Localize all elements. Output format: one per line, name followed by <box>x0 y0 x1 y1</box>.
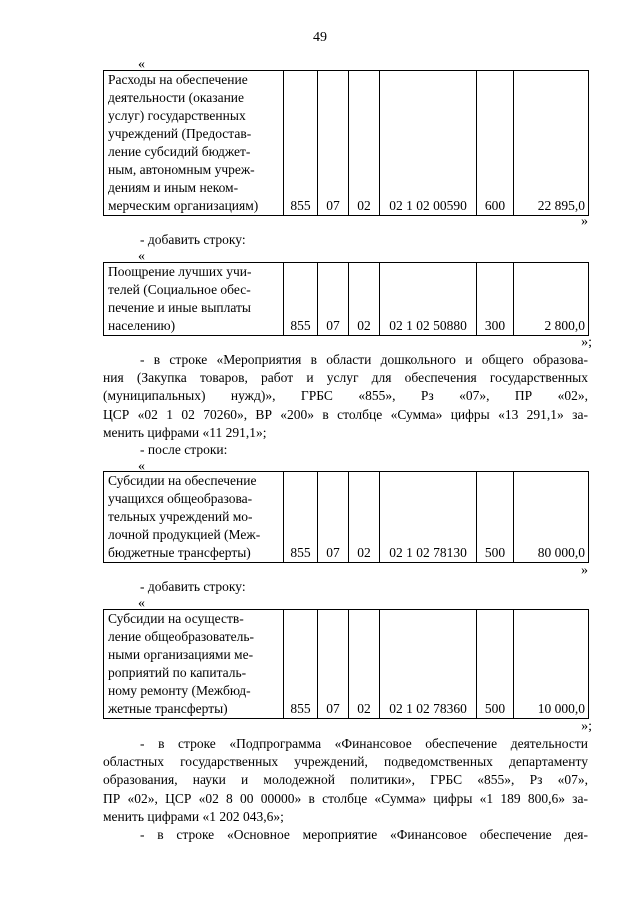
open-quote: « <box>138 459 145 474</box>
after-row-instruction: - после строки: <box>140 442 228 457</box>
csr-cell: 02 1 02 00590 <box>380 71 477 216</box>
add-row-instruction: - добавить строку: <box>140 232 246 247</box>
grbs-cell: 855 <box>284 71 318 216</box>
pr-cell: 02 <box>349 472 380 563</box>
paragraph-line: менить цифрами «11 291,1»; <box>103 424 267 440</box>
paragraph-line: - в строке «Подпрограмма «Финансовое обеспечение деятельности <box>140 736 588 751</box>
paragraph-line: ПР «02», ЦСР «02 8 00 00000» в столбце «Сумма» цифры «1 189 800,6» за- <box>103 790 588 806</box>
paragraph-line: - в строке «Основное мероприятие «Финансовое обеспечение дея- <box>140 827 588 842</box>
desc-line: ление субсидий бюджет- <box>108 144 251 159</box>
csr-cell: 02 1 02 50880 <box>380 263 477 336</box>
desc-line: Расходы на обеспечение <box>108 72 248 87</box>
close-quote: » <box>581 214 588 229</box>
desc-line: Субсидии на осуществ- <box>108 611 244 626</box>
open-quote: « <box>138 57 145 72</box>
desc-line: ление общеобразователь- <box>108 629 255 644</box>
paragraph-line: менить цифрами «1 202 043,6»; <box>103 808 284 824</box>
add-row-instruction: - добавить строку: <box>140 579 246 594</box>
row-description <box>104 263 284 336</box>
desc-line: учащихся общеобразова- <box>108 491 253 506</box>
pr-cell: 02 <box>349 610 380 719</box>
budget-table-3 <box>103 471 589 563</box>
vr-cell: 600 <box>477 71 514 216</box>
paragraph-line: образования, науки и молодежной политики», ГРБС «855», Рз «07», <box>103 772 588 788</box>
instruction-paragraph-2 <box>103 735 588 826</box>
pr-cell: 02 <box>349 263 380 336</box>
vr-cell: 500 <box>477 610 514 719</box>
pr-cell: 02 <box>349 71 380 216</box>
grbs-cell: 855 <box>284 472 318 563</box>
rz-cell: 07 <box>318 71 349 216</box>
paragraph-line: (муниципальных) нужд)», ГРБС «855», Рз «07», ПР «02», <box>103 388 588 404</box>
row-description <box>104 472 284 563</box>
desc-line: ным, автономным учреж- <box>108 162 255 177</box>
paragraph-line: - в строке «Мероприятия в области дошкольного и общего образова- <box>140 352 588 367</box>
rz-cell: 07 <box>318 472 349 563</box>
budget-table-2 <box>103 262 589 336</box>
grbs-cell: 855 <box>284 610 318 719</box>
desc-line: услуг) государственных <box>108 108 246 123</box>
close-quote-semicolon: »; <box>581 719 592 734</box>
desc-line: роприятий по капиталь- <box>108 665 247 680</box>
page-number: 49 <box>313 30 327 45</box>
desc-line: ному ремонту (Межбюд- <box>108 683 251 698</box>
sum-cell: 2 800,0 <box>514 263 589 336</box>
vr-cell: 500 <box>477 472 514 563</box>
grbs-cell: 855 <box>284 263 318 336</box>
desc-line: дениям и иным неком- <box>108 180 239 195</box>
open-quote: « <box>138 249 145 264</box>
desc-line: телей (Социальное обес- <box>108 282 251 297</box>
paragraph-line: ния (Закупка товаров, работ и услуг для обеспечения государственных <box>103 370 588 386</box>
csr-cell: 02 1 02 78360 <box>380 610 477 719</box>
vr-cell: 300 <box>477 263 514 336</box>
close-quote-semicolon: »; <box>581 335 592 350</box>
desc-line: Субсидии на обеспечение <box>108 473 257 488</box>
sum-cell: 22 895,0 <box>514 71 589 216</box>
desc-line: Поощрение лучших учи- <box>108 264 252 279</box>
row-description <box>104 610 284 719</box>
desc-line: деятельности (оказание <box>108 90 245 105</box>
desc-line: лочной продукцией (Меж- <box>108 527 261 542</box>
instruction-paragraph-1 <box>103 351 588 442</box>
rz-cell: 07 <box>318 263 349 336</box>
paragraph-line: ЦСР «02 1 02 70260», ВР «200» в столбце «Сумма» цифры «13 291,1» за- <box>103 406 588 422</box>
desc-line: бюджетные трансферты) <box>108 545 251 560</box>
instruction-paragraph-3 <box>103 826 588 844</box>
sum-cell: 10 000,0 <box>514 610 589 719</box>
budget-table-1 <box>103 70 589 216</box>
open-quote: « <box>138 596 145 611</box>
desc-line: жетные трансферты) <box>108 701 228 716</box>
desc-line: ными организациями ме- <box>108 647 254 662</box>
desc-line: мерческим организациям) <box>108 198 259 213</box>
budget-table-4 <box>103 609 589 719</box>
row-description <box>104 71 284 216</box>
sum-cell: 80 000,0 <box>514 472 589 563</box>
desc-line: учреждений (Предостав- <box>108 126 252 141</box>
paragraph-line: областных государственных учреждений, подведомственных департаменту <box>103 754 588 770</box>
desc-line: тельных учреждений мо- <box>108 509 253 524</box>
close-quote: » <box>581 563 588 578</box>
csr-cell: 02 1 02 78130 <box>380 472 477 563</box>
desc-line: печение и иные выплаты <box>108 300 251 315</box>
rz-cell: 07 <box>318 610 349 719</box>
desc-line: населению) <box>108 318 176 333</box>
